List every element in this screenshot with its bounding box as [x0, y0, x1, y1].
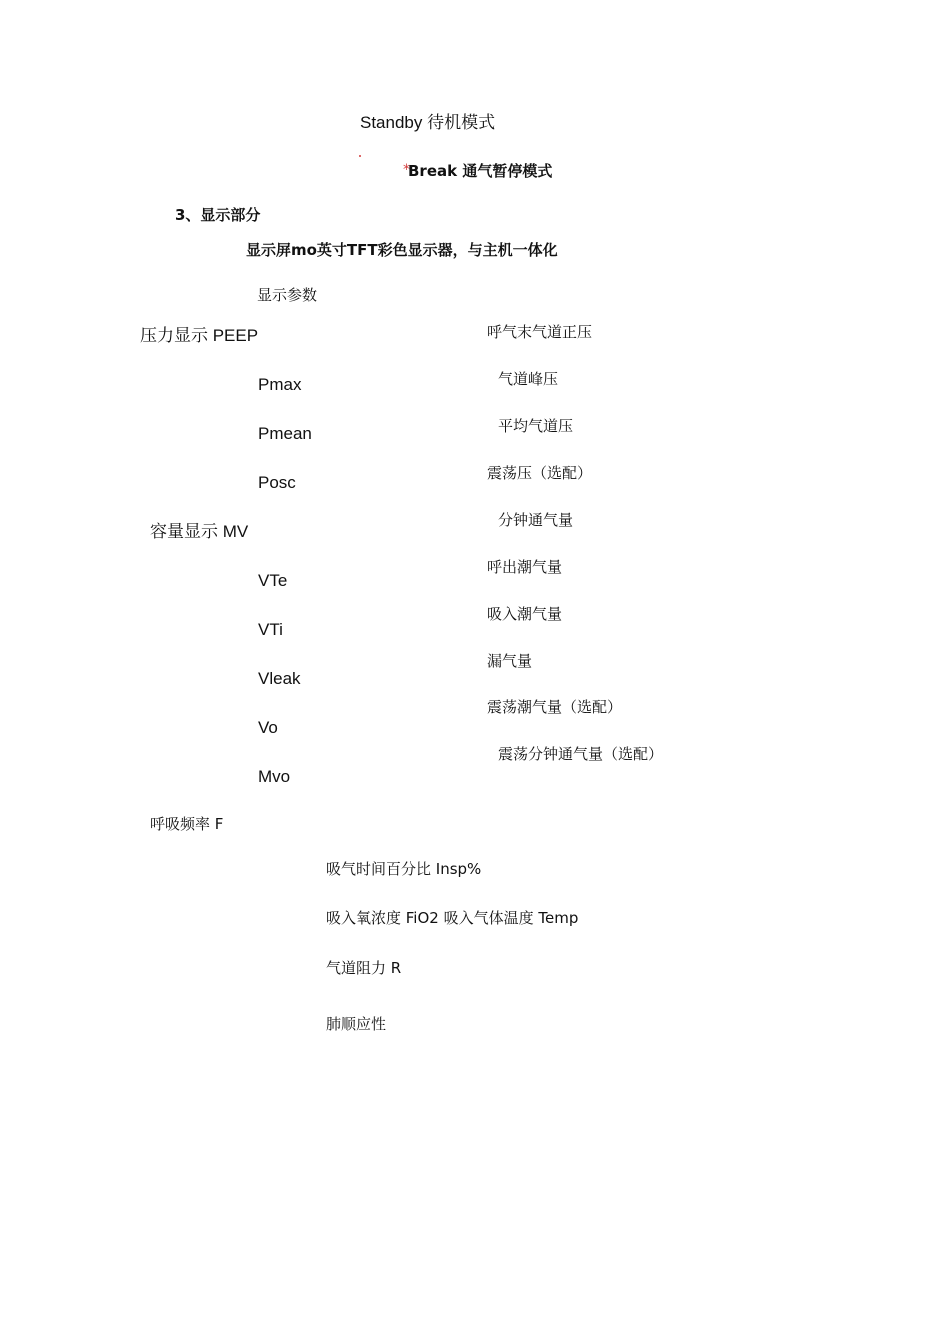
- param-vti: VTi: [258, 620, 283, 639]
- desc-posc: 震荡压（选配）: [487, 464, 593, 482]
- param-insp: 吸气时间百分比 Insp%: [326, 860, 482, 878]
- param-posc: Posc: [258, 473, 296, 492]
- param-vte: VTe: [258, 571, 288, 590]
- param-fio2-temp: 吸入氧浓度 FiO2 吸入气体温度 Temp: [326, 909, 579, 927]
- desc-peep: 呼气末气道正压: [487, 323, 593, 341]
- param-vo: Vo: [258, 718, 278, 737]
- desc-vte: 呼出潮气量: [487, 558, 563, 576]
- desc-vti: 吸入潮气量: [487, 605, 563, 623]
- param-mvo: Mvo: [258, 767, 291, 786]
- break-marker: *: [403, 162, 410, 178]
- param-pmean: Pmean: [258, 424, 312, 443]
- volume-label: 容量显示 MV: [150, 522, 249, 541]
- param-frequency: 呼吸频率 F: [150, 815, 224, 833]
- desc-pmax: 气道峰压: [498, 370, 559, 388]
- pressure-label: 压力显示 PEEP: [140, 326, 259, 345]
- standby-mode-text: Standby 待机模式: [360, 113, 496, 132]
- section-heading: 3、显示部分: [175, 206, 261, 224]
- param-resistance: 气道阻力 R: [326, 959, 402, 977]
- break-mode-text: Break 通气暂停模式: [408, 162, 553, 180]
- red-dot-mark: [359, 155, 361, 157]
- desc-mv: 分钟通气量: [498, 511, 574, 529]
- desc-vleak: 漏气量: [487, 652, 533, 670]
- screen-description: 显示屏mo英寸TFT彩色显示器，与主机一体化: [246, 241, 558, 259]
- param-pmax: Pmax: [258, 375, 302, 394]
- desc-vo: 震荡潮气量（选配）: [487, 698, 623, 716]
- param-vleak: Vleak: [258, 669, 301, 688]
- desc-pmean: 平均气道压: [498, 417, 574, 435]
- param-compliance: 肺顺应性: [326, 1015, 387, 1033]
- params-label: 显示参数: [257, 286, 318, 304]
- desc-mvo: 震荡分钟通气量（选配）: [498, 745, 664, 763]
